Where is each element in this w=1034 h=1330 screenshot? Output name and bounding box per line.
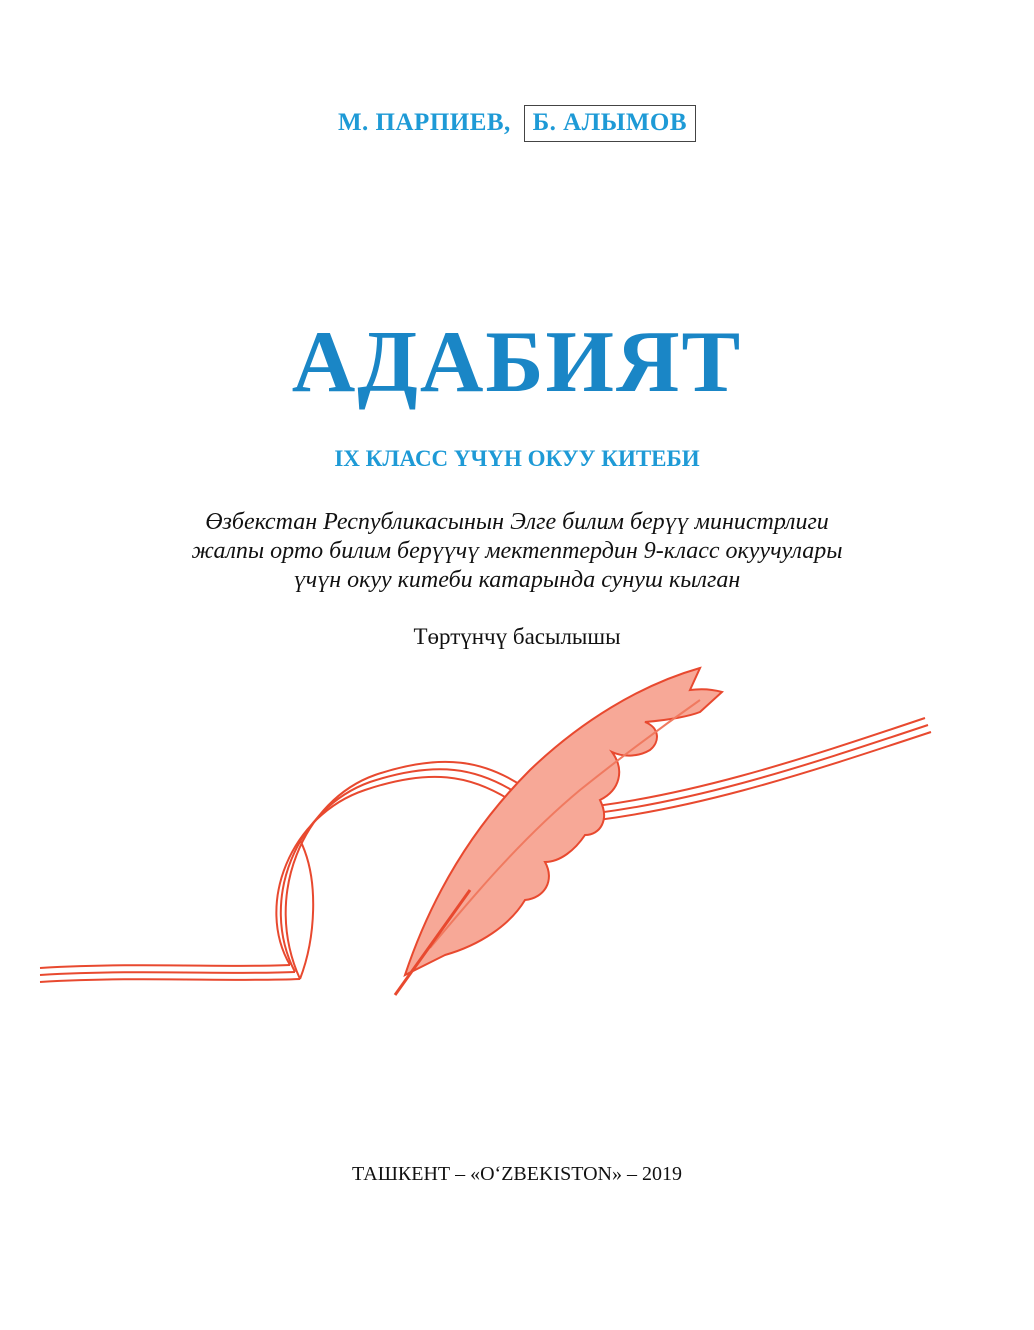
approval-line-2: жалпы орто билим берүүчү мектептердин 9-класс окуучулары — [191, 538, 843, 564]
author-parpiev: М. ПАРПИЕВ, — [337, 109, 511, 136]
approval-line-3: үчүн окуу китеби катарында сунуш кылган — [293, 567, 741, 593]
edition-label: Төртүнчү басылышы — [413, 624, 621, 649]
quill-pen-icon — [0, 650, 1034, 1010]
publisher-imprint: ТАШКЕНТ – «O‘ZBEKISTON» – 2019 — [352, 1163, 682, 1185]
book-title: АДАБИЯТ — [291, 314, 743, 411]
approval-line-1: Өзбекстан Республикасынын Элге билим берүү министрлиги — [205, 509, 829, 535]
authors-line — [0, 105, 1034, 142]
author-alymov: Б. АЛЫМОВ — [524, 105, 696, 142]
book-subtitle: IX КЛАСС ҮЧҮН ОКУУ КИТЕБИ — [334, 446, 700, 471]
approval-statement — [0, 508, 1034, 595]
